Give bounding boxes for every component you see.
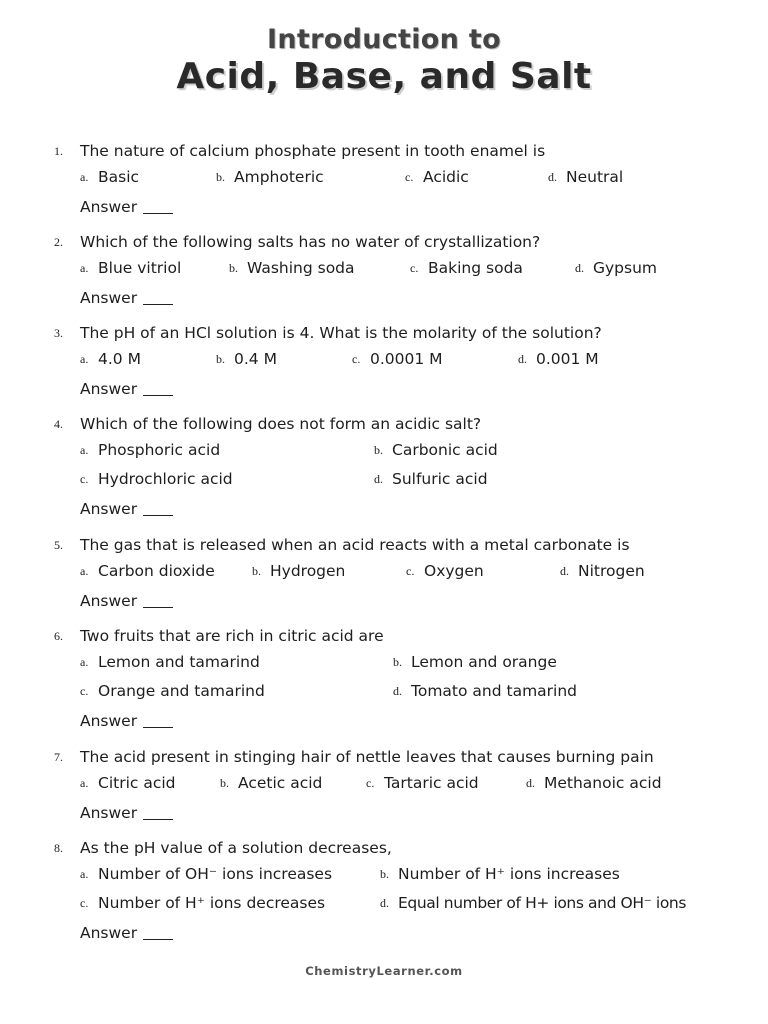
option-d bbox=[548, 167, 623, 187]
option-letter: c. bbox=[352, 352, 361, 366]
option-letter: b. bbox=[216, 352, 225, 366]
option-letter: b. bbox=[216, 170, 225, 184]
option-a bbox=[80, 652, 260, 672]
option-a bbox=[80, 773, 176, 793]
answer-line bbox=[80, 197, 173, 217]
option-letter: c. bbox=[410, 261, 419, 275]
option-letter: c. bbox=[80, 684, 89, 698]
option-text: Neutral bbox=[566, 168, 624, 186]
option-b bbox=[374, 440, 498, 460]
question-number: 7. bbox=[54, 750, 63, 764]
option-letter: b. bbox=[374, 443, 383, 457]
option-a bbox=[80, 440, 220, 460]
answer-label: Answer bbox=[80, 712, 138, 730]
question-number: 4. bbox=[54, 417, 63, 431]
answer-label: Answer bbox=[80, 380, 138, 398]
option-c bbox=[366, 773, 479, 793]
option-b bbox=[220, 773, 322, 793]
option-c bbox=[410, 258, 523, 278]
option-text: Phosphoric acid bbox=[98, 441, 221, 459]
option-letter: c. bbox=[80, 896, 89, 910]
option-text: Number of OH⁻ ions increases bbox=[98, 865, 333, 883]
option-text: Carbonic acid bbox=[392, 441, 498, 459]
option-text: Amphoteric bbox=[234, 168, 324, 186]
option-c bbox=[80, 893, 325, 913]
answer-line bbox=[80, 923, 173, 943]
option-text: Methanoic acid bbox=[544, 774, 662, 792]
question-text: The gas that is released when an acid reacts with a metal carbonate is bbox=[80, 536, 630, 554]
option-text: Hydrochloric acid bbox=[98, 470, 233, 488]
answer-blank[interactable] bbox=[143, 290, 173, 305]
option-text: Number of H⁺ ions increases bbox=[398, 865, 620, 883]
option-c bbox=[80, 681, 265, 701]
answer-blank[interactable] bbox=[143, 925, 173, 940]
option-letter: a. bbox=[80, 261, 89, 275]
option-d bbox=[526, 773, 662, 793]
option-text: Hydrogen bbox=[270, 562, 346, 580]
option-text: Orange and tamarind bbox=[98, 682, 265, 700]
answer-label: Answer bbox=[80, 289, 138, 307]
option-text: Sulfuric acid bbox=[392, 470, 488, 488]
answer-line bbox=[80, 379, 173, 399]
option-c bbox=[80, 469, 233, 489]
option-d bbox=[560, 561, 645, 581]
option-letter: c. bbox=[405, 170, 414, 184]
option-c bbox=[406, 561, 484, 581]
option-letter: a. bbox=[80, 776, 89, 790]
option-letter: a. bbox=[80, 655, 89, 669]
answer-line bbox=[80, 288, 173, 308]
answer-label: Answer bbox=[80, 924, 138, 942]
option-text: Oxygen bbox=[424, 562, 484, 580]
option-text: 0.0001 M bbox=[370, 350, 443, 368]
option-text: Citric acid bbox=[98, 774, 176, 792]
option-d bbox=[575, 258, 657, 278]
question-text: Which of the following does not form an acidic salt? bbox=[80, 415, 482, 433]
option-text: Equal number of H+ ions and OH⁻ ions bbox=[398, 894, 687, 912]
option-d bbox=[374, 469, 488, 489]
option-a bbox=[80, 864, 332, 884]
question-number: 6. bbox=[54, 629, 63, 643]
option-text: Baking soda bbox=[428, 259, 523, 277]
option-letter: b. bbox=[229, 261, 238, 275]
question-text: The acid present in stinging hair of nettle leaves that causes burning pain bbox=[80, 748, 654, 766]
option-c bbox=[352, 349, 443, 369]
option-letter: d. bbox=[575, 261, 584, 275]
option-letter: d. bbox=[380, 896, 389, 910]
answer-label: Answer bbox=[80, 804, 138, 822]
option-letter: c. bbox=[366, 776, 375, 790]
question-number: 5. bbox=[54, 538, 63, 552]
option-a bbox=[80, 258, 181, 278]
option-letter: d. bbox=[560, 564, 569, 578]
option-a bbox=[80, 561, 215, 581]
option-letter: d. bbox=[393, 684, 402, 698]
question-text: As the pH value of a solution decreases, bbox=[80, 839, 392, 857]
answer-blank[interactable] bbox=[143, 381, 173, 396]
option-letter: a. bbox=[80, 867, 89, 881]
option-text: Tomato and tamarind bbox=[411, 682, 578, 700]
option-letter: d. bbox=[526, 776, 535, 790]
option-b bbox=[216, 167, 324, 187]
question-number: 1. bbox=[54, 144, 63, 158]
option-d bbox=[393, 681, 577, 701]
option-text: Number of H⁺ ions decreases bbox=[98, 894, 326, 912]
option-text: Gypsum bbox=[593, 259, 658, 277]
answer-blank[interactable] bbox=[143, 501, 173, 516]
option-letter: a. bbox=[80, 443, 89, 457]
option-b bbox=[393, 652, 557, 672]
option-letter: a. bbox=[80, 564, 89, 578]
question-number: 8. bbox=[54, 841, 63, 855]
option-letter: d. bbox=[374, 472, 383, 486]
option-text: Blue vitriol bbox=[98, 259, 182, 277]
option-text: 0.001 M bbox=[536, 350, 599, 368]
option-letter: c. bbox=[80, 472, 89, 486]
option-text: Nitrogen bbox=[578, 562, 645, 580]
option-text: Lemon and orange bbox=[411, 653, 557, 671]
option-letter: b. bbox=[220, 776, 229, 790]
question-text: Two fruits that are rich in citric acid are bbox=[80, 627, 384, 645]
answer-blank[interactable] bbox=[143, 199, 173, 214]
option-letter: d. bbox=[548, 170, 557, 184]
answer-blank[interactable] bbox=[143, 593, 173, 608]
answer-line bbox=[80, 711, 173, 731]
option-b bbox=[216, 349, 277, 369]
option-text: 0.4 M bbox=[234, 350, 277, 368]
answer-line bbox=[80, 803, 173, 823]
answer-label: Answer bbox=[80, 500, 138, 518]
question-text: Which of the following salts has no water of crystallization? bbox=[80, 233, 541, 251]
question-text: The nature of calcium phosphate present in tooth enamel is bbox=[80, 142, 546, 160]
answer-label: Answer bbox=[80, 198, 138, 216]
question-text: The pH of an HCl solution is 4. What is the molarity of the solution? bbox=[80, 324, 602, 342]
answer-line bbox=[80, 499, 173, 519]
option-b bbox=[229, 258, 355, 278]
option-a bbox=[80, 349, 141, 369]
option-text: Basic bbox=[98, 168, 140, 186]
answer-label: Answer bbox=[80, 592, 138, 610]
answer-blank[interactable] bbox=[143, 805, 173, 820]
option-d bbox=[380, 893, 686, 913]
option-a bbox=[80, 167, 139, 187]
option-text: Lemon and tamarind bbox=[98, 653, 260, 671]
option-text: 4.0 M bbox=[98, 350, 141, 368]
option-letter: c. bbox=[406, 564, 415, 578]
footer-site-credit: ChemistryLearner.com bbox=[305, 964, 463, 978]
option-letter: a. bbox=[80, 170, 89, 184]
worksheet-title: Acid, Base, and Salt bbox=[176, 56, 592, 97]
option-b bbox=[380, 864, 620, 884]
option-letter: b. bbox=[393, 655, 402, 669]
option-letter: a. bbox=[80, 352, 89, 366]
question-number: 3. bbox=[54, 326, 63, 340]
option-letter: d. bbox=[518, 352, 527, 366]
option-text: Acidic bbox=[423, 168, 469, 186]
answer-line bbox=[80, 591, 173, 611]
option-b bbox=[252, 561, 345, 581]
option-letter: b. bbox=[252, 564, 261, 578]
option-c bbox=[405, 167, 469, 187]
answer-blank[interactable] bbox=[143, 713, 173, 728]
question-number: 2. bbox=[54, 235, 63, 249]
option-text: Carbon dioxide bbox=[98, 562, 215, 580]
worksheet-subtitle: Introduction to bbox=[267, 24, 501, 55]
option-text: Acetic acid bbox=[238, 774, 323, 792]
option-letter: b. bbox=[380, 867, 389, 881]
option-d bbox=[518, 349, 599, 369]
option-text: Washing soda bbox=[247, 259, 355, 277]
option-text: Tartaric acid bbox=[384, 774, 479, 792]
